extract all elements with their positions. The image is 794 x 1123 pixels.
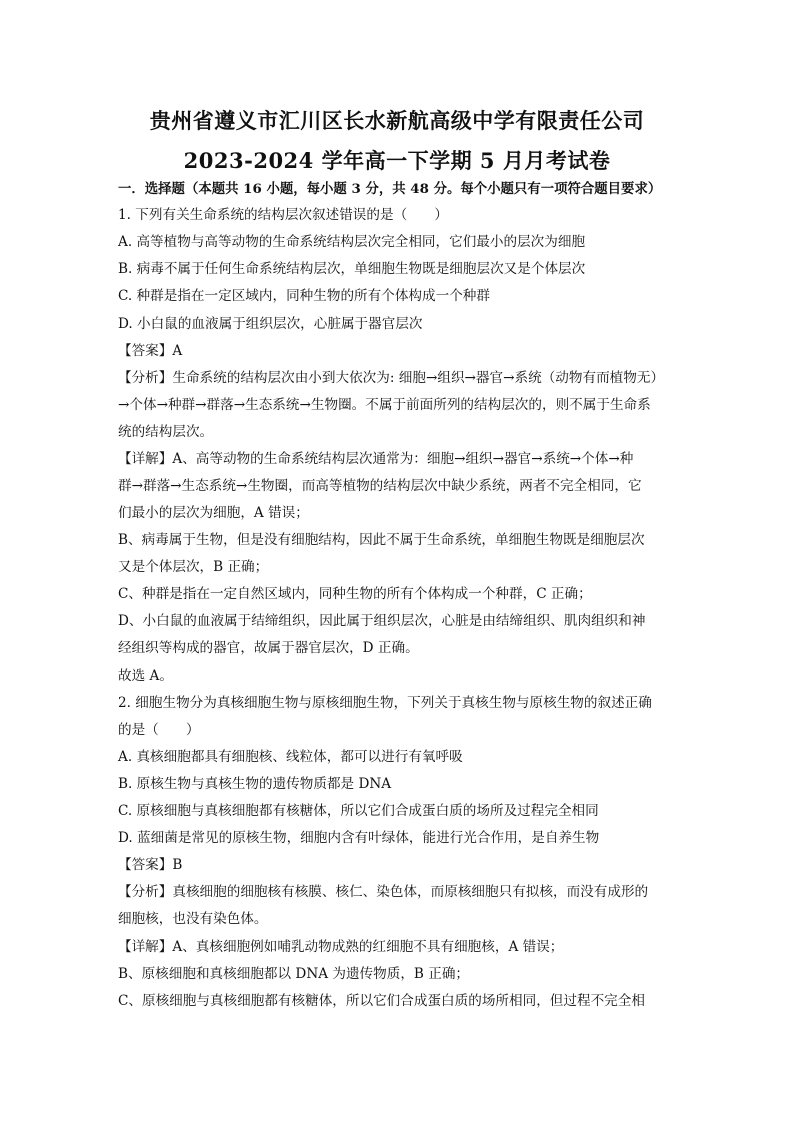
question-2-option-a: A. 真核细胞都具有细胞核、线粒体，都可以进行有氧呼吸	[118, 749, 463, 765]
question-1-stem: 1. 下列有关生命系统的结构层次叙述错误的是（ ）	[118, 207, 448, 223]
question-2-option-b: B. 原核生物与真核生物的遗传物质都是 DNA	[118, 776, 392, 792]
document-title-line2: 2023-2024 学年高一下学期 5 月月考试卷	[183, 148, 611, 173]
question-1-option-a: A. 高等植物与高等动物的生命系统结构层次完全相同，它们最小的层次为细胞	[118, 234, 586, 250]
question-2-answer: 【答案】B	[118, 857, 183, 873]
document-title-line1: 贵州省遵义市汇川区长水新航高级中学有限责任公司	[149, 108, 645, 133]
section-heading: 一．选择题（本题共 16 小题，每小题 3 分，共 48 分。每个小题只有一项符合题目要求）	[118, 181, 662, 197]
question-1-detail-cont: 群→群落→生态系统→生物圈，而高等植物的结构层次中缺少系统，两者不完全相同，它	[118, 478, 642, 494]
question-2-detail: 【详解】A、真核细胞例如哺乳动物成熟的红细胞不具有细胞核，A 错误；	[118, 939, 564, 955]
question-1-analysis: 【分析】生命系统的结构层次由小到大依次为: 细胞→组织→器官→系统（动物有而植物无）	[118, 370, 665, 386]
question-1-analysis-cont: →个体→种群→群落→生态系统→生物圈。不属于前面所列的结构层次的，则不属于生命系	[118, 397, 651, 413]
question-2-detail-b: B、原核细胞和真核细胞都以 DNA 为遗传物质，B 正确；	[118, 966, 470, 982]
question-1-option-c: C. 种群是指在一定区域内，同种生物的所有个体构成一个种群	[118, 288, 490, 304]
question-2-option-d: D. 蓝细菌是常见的原核生物，细胞内含有叶绿体，能进行光合作用，是自养生物	[118, 830, 600, 846]
question-1-option-b: B. 病毒不属于任何生命系统结构层次，单细胞生物既是细胞层次又是个体层次	[118, 261, 586, 277]
question-1-answer: 【答案】A	[118, 343, 183, 359]
question-1-detail: 【详解】A、高等动物的生命系统结构层次通常为：细胞→组织→器官→系统→个体→种	[118, 451, 634, 467]
question-1-analysis-cont: 统的结构层次。	[118, 424, 214, 440]
question-2-stem-cont: 的是（ ）	[118, 722, 200, 738]
question-1-detail-c: C、种群是指在一定自然区域内，同种生物的所有个体构成一个种群，C 正确；	[118, 586, 592, 602]
question-2-stem: 2. 细胞生物分为真核细胞生物与原核细胞生物，下列关于真核生物与原核生物的叙述正确	[118, 695, 652, 711]
question-1-detail-d-cont: 经组织等构成的器官，故属于器官层次，D 正确。	[118, 640, 419, 656]
question-2-analysis-cont: 细胞核，也没有染色体。	[118, 911, 268, 927]
question-1-detail-b: B、病毒属于生物，但是没有细胞结构，因此不属于生命系统，单细胞生物既是细胞层次	[118, 532, 645, 548]
question-1-detail-b-cont: 又是个体层次，B 正确；	[118, 559, 269, 575]
question-1-detail-d: D、小白鼠的血液属于结缔组织，因此属于组织层次，心脏是由结缔组织、肌肉组织和神	[118, 613, 646, 629]
question-1-detail-cont: 们最小的层次为细胞，A 错误；	[118, 505, 309, 521]
question-1-choice: 故选 A。	[118, 668, 173, 684]
question-1-option-d: D. 小白鼠的血液属于组织层次，心脏属于器官层次	[118, 316, 423, 332]
question-2-option-c: C. 原核细胞与真核细胞都有核糖体，所以它们合成蛋白质的场所及过程完全相同	[118, 803, 599, 819]
question-2-analysis: 【分析】真核细胞的细胞核有核膜、核仁、染色体，而原核细胞只有拟核，而没有成形的	[118, 884, 649, 900]
question-2-detail-c: C、原核细胞与真核细胞都有核糖体，所以它们合成蛋白质的场所相同，但过程不完全相	[118, 993, 645, 1009]
